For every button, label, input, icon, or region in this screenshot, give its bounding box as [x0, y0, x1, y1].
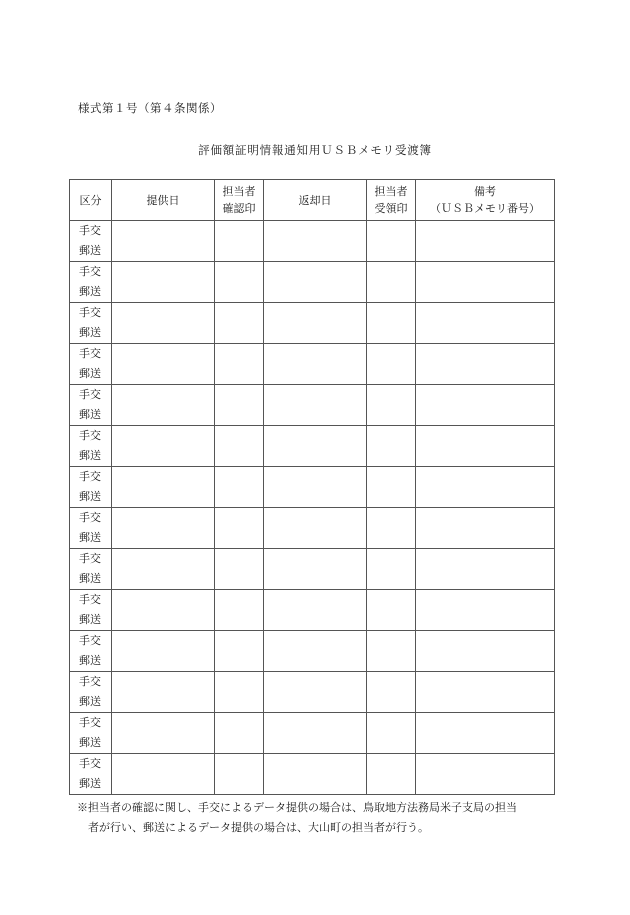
kubun-cell [70, 344, 112, 385]
kubun-option: 手交 [79, 716, 101, 729]
kubun-option: 郵送 [79, 736, 101, 749]
table-row [70, 549, 555, 590]
provision-date-cell[interactable] [112, 426, 215, 467]
kubun-option: 手交 [79, 634, 101, 647]
provision-date-cell[interactable] [112, 713, 215, 754]
col-header-line: 提供日 [146, 193, 180, 207]
remarks-cell[interactable] [416, 631, 555, 672]
staff-confirm-seal-cell[interactable] [215, 467, 264, 508]
ledger-table [69, 179, 555, 795]
kubun-cell [70, 303, 112, 344]
staff-receipt-seal-cell[interactable] [367, 754, 416, 795]
kubun-cell [70, 385, 112, 426]
staff-receipt-seal-cell[interactable] [367, 303, 416, 344]
provision-date-cell[interactable] [112, 385, 215, 426]
col-header-line: 区分 [79, 193, 102, 207]
col-header-line: 確認印 [222, 202, 256, 215]
return-date-cell[interactable] [264, 631, 367, 672]
kubun-cell [70, 221, 112, 262]
col-header-staff-receipt-seal [367, 180, 416, 221]
kubun-cell [70, 672, 112, 713]
staff-confirm-seal-cell[interactable] [215, 590, 264, 631]
remarks-cell[interactable] [416, 549, 555, 590]
provision-date-cell[interactable] [112, 631, 215, 672]
staff-receipt-seal-cell[interactable] [367, 713, 416, 754]
remarks-cell[interactable] [416, 467, 555, 508]
staff-receipt-seal-cell[interactable] [367, 467, 416, 508]
kubun-option: 郵送 [79, 613, 101, 626]
col-header-staff-confirm-seal [215, 180, 264, 221]
kubun-option: 手交 [79, 470, 101, 483]
col-header-line: 返却日 [298, 193, 332, 207]
table-row [70, 631, 555, 672]
header-row [70, 180, 555, 221]
return-date-cell[interactable] [264, 344, 367, 385]
staff-receipt-seal-cell[interactable] [367, 221, 416, 262]
remarks-cell[interactable] [416, 303, 555, 344]
remarks-cell[interactable] [416, 713, 555, 754]
return-date-cell[interactable] [264, 754, 367, 795]
kubun-option: 手交 [79, 511, 101, 524]
ledger-body [70, 221, 555, 795]
table-row [70, 262, 555, 303]
kubun-option: 郵送 [79, 490, 101, 503]
col-header-line: （ＵＳＢメモリ番号） [430, 202, 540, 215]
staff-confirm-seal-cell[interactable] [215, 426, 264, 467]
return-date-cell[interactable] [264, 713, 367, 754]
kubun-option: 郵送 [79, 367, 101, 380]
kubun-option: 手交 [79, 757, 101, 770]
staff-receipt-seal-cell[interactable] [367, 549, 416, 590]
col-header-line: 担当者 [222, 185, 256, 198]
kubun-cell [70, 549, 112, 590]
table-row [70, 467, 555, 508]
staff-confirm-seal-cell[interactable] [215, 303, 264, 344]
return-date-cell[interactable] [264, 385, 367, 426]
staff-receipt-seal-cell[interactable] [367, 672, 416, 713]
staff-confirm-seal-cell[interactable] [215, 508, 264, 549]
return-date-cell[interactable] [264, 262, 367, 303]
kubun-option: 郵送 [79, 244, 101, 257]
col-header-remarks [416, 180, 555, 221]
staff-receipt-seal-cell[interactable] [367, 508, 416, 549]
staff-receipt-seal-cell[interactable] [367, 344, 416, 385]
table-row [70, 221, 555, 262]
kubun-option: 郵送 [79, 449, 101, 462]
staff-confirm-seal-cell[interactable] [215, 672, 264, 713]
provision-date-cell[interactable] [112, 344, 215, 385]
kubun-option: 郵送 [79, 777, 101, 790]
kubun-option: 手交 [79, 347, 101, 360]
footnote-line-1: ※担当者の確認に関し、手交によるデータ提供の場合は、鳥取地方法務局米子支局の担当 [77, 801, 517, 814]
kubun-option: 郵送 [79, 326, 101, 339]
return-date-cell[interactable] [264, 221, 367, 262]
staff-confirm-seal-cell[interactable] [215, 221, 264, 262]
remarks-cell[interactable] [416, 754, 555, 795]
col-header-line: 受領印 [374, 202, 408, 215]
remarks-cell[interactable] [416, 426, 555, 467]
remarks-cell[interactable] [416, 262, 555, 303]
table-row [70, 672, 555, 713]
provision-date-cell[interactable] [112, 221, 215, 262]
col-header-return-date [264, 180, 367, 221]
table-row [70, 385, 555, 426]
return-date-cell[interactable] [264, 672, 367, 713]
form-number: 様式第１号（第４条関係） [78, 101, 222, 115]
return-date-cell[interactable] [264, 426, 367, 467]
return-date-cell[interactable] [264, 549, 367, 590]
kubun-option: 手交 [79, 224, 101, 237]
table-row [70, 590, 555, 631]
kubun-option: 郵送 [79, 285, 101, 298]
kubun-cell [70, 467, 112, 508]
table-row [70, 754, 555, 795]
footnote [77, 798, 577, 838]
kubun-option: 郵送 [79, 572, 101, 585]
col-header-line: 備考 [474, 185, 496, 198]
staff-receipt-seal-cell[interactable] [367, 631, 416, 672]
provision-date-cell[interactable] [112, 672, 215, 713]
table-row [70, 713, 555, 754]
kubun-cell [70, 754, 112, 795]
kubun-option: 郵送 [79, 654, 101, 667]
kubun-option: 郵送 [79, 695, 101, 708]
staff-confirm-seal-cell[interactable] [215, 713, 264, 754]
col-header-line: 担当者 [374, 185, 408, 198]
provision-date-cell[interactable] [112, 549, 215, 590]
remarks-cell[interactable] [416, 508, 555, 549]
kubun-cell [70, 426, 112, 467]
kubun-cell [70, 713, 112, 754]
return-date-cell[interactable] [264, 508, 367, 549]
kubun-option: 手交 [79, 429, 101, 442]
provision-date-cell[interactable] [112, 508, 215, 549]
table-row [70, 508, 555, 549]
table-row [70, 303, 555, 344]
table-row [70, 426, 555, 467]
staff-receipt-seal-cell[interactable] [367, 385, 416, 426]
document-title: 評価額証明情報通知用ＵＳＢメモリ受渡簿 [198, 143, 432, 157]
staff-receipt-seal-cell[interactable] [367, 426, 416, 467]
staff-confirm-seal-cell[interactable] [215, 631, 264, 672]
remarks-cell[interactable] [416, 221, 555, 262]
staff-confirm-seal-cell[interactable] [215, 754, 264, 795]
staff-confirm-seal-cell[interactable] [215, 385, 264, 426]
remarks-cell[interactable] [416, 672, 555, 713]
footnote-line-2: 者が行い、郵送によるデータ提供の場合は、大山町の担当者が行う。 [88, 821, 429, 834]
kubun-cell [70, 262, 112, 303]
kubun-cell [70, 631, 112, 672]
staff-confirm-seal-cell[interactable] [215, 262, 264, 303]
remarks-cell[interactable] [416, 590, 555, 631]
staff-receipt-seal-cell[interactable] [367, 262, 416, 303]
return-date-cell[interactable] [264, 467, 367, 508]
provision-date-cell[interactable] [112, 467, 215, 508]
staff-confirm-seal-cell[interactable] [215, 549, 264, 590]
table-row [70, 344, 555, 385]
provision-date-cell[interactable] [112, 590, 215, 631]
kubun-cell [70, 590, 112, 631]
staff-confirm-seal-cell[interactable] [215, 344, 264, 385]
provision-date-cell[interactable] [112, 303, 215, 344]
kubun-option: 手交 [79, 675, 101, 688]
kubun-option: 郵送 [79, 408, 101, 421]
remarks-cell[interactable] [416, 385, 555, 426]
kubun-option: 手交 [79, 593, 101, 606]
return-date-cell[interactable] [264, 590, 367, 631]
staff-receipt-seal-cell[interactable] [367, 590, 416, 631]
kubun-option: 郵送 [79, 531, 101, 544]
return-date-cell[interactable] [264, 303, 367, 344]
provision-date-cell[interactable] [112, 754, 215, 795]
remarks-cell[interactable] [416, 344, 555, 385]
kubun-option: 手交 [79, 265, 101, 278]
col-header-provision-date [112, 180, 215, 221]
kubun-cell [70, 508, 112, 549]
kubun-option: 手交 [79, 306, 101, 319]
kubun-option: 手交 [79, 552, 101, 565]
provision-date-cell[interactable] [112, 262, 215, 303]
kubun-option: 手交 [79, 388, 101, 401]
col-header-kubun [70, 180, 112, 221]
